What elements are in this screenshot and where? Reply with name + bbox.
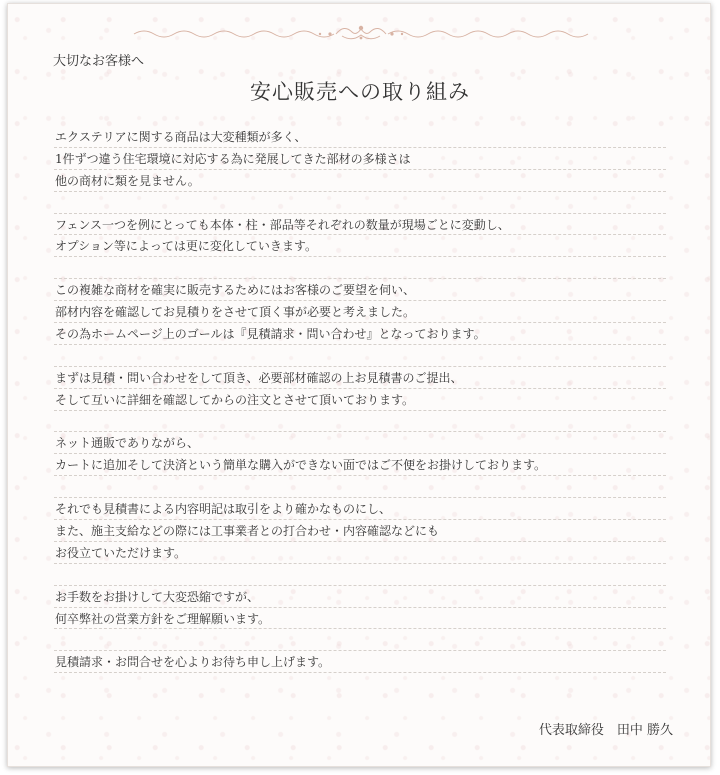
greeting: 大切なお客様へ bbox=[53, 54, 145, 69]
body-line: カートに追加そして決済という簡単な購入ができない面ではご不便をお掛けしております。 bbox=[54, 454, 666, 476]
body-line bbox=[54, 564, 666, 586]
body-line: お手数をお掛けして大変恐縮ですが、 bbox=[54, 586, 666, 608]
body-line: また、施主支給などの際には工事業者との打合わせ・内容確認などにも bbox=[54, 520, 666, 542]
body-line: フェンス一つを例にとっても本体・柱・部品等それぞれの数量が現場ごとに変動し、 bbox=[54, 214, 666, 236]
body-line: 1件ずつ違う住宅環境に対応する為に発展してきた部材の多様さは bbox=[54, 148, 666, 170]
body-line: 何卒弊社の営業方針をご理解願います。 bbox=[54, 608, 666, 630]
body-line bbox=[54, 257, 666, 279]
body-line bbox=[54, 192, 666, 214]
letter-card bbox=[7, 3, 711, 767]
letter-body bbox=[54, 126, 666, 673]
body-line bbox=[54, 476, 666, 498]
body-line: それでも見積書による内容明記は取引をより確かなものにし、 bbox=[54, 498, 666, 520]
body-line: ネット通販でありながら、 bbox=[54, 432, 666, 454]
page-title: 安心販売への取り組み bbox=[250, 80, 470, 104]
body-line: そして互いに詳細を確認してからの注文とさせて頂いております。 bbox=[54, 389, 666, 411]
body-line: エクステリアに関する商品は大変種類が多く、 bbox=[54, 126, 666, 148]
body-line: この複雑な商材を確実に販売するためにはお客様のご要望を伺い、 bbox=[54, 279, 666, 301]
body-line bbox=[54, 411, 666, 433]
body-line: オプション等によっては更に変化していきます。 bbox=[54, 235, 666, 257]
body-line bbox=[54, 345, 666, 367]
scroll-flourish-icon bbox=[130, 22, 592, 44]
body-line: お役立ていただけます。 bbox=[54, 542, 666, 564]
body-line: その為ホームページ上のゴールは『見積請求・問い合わせ』となっております。 bbox=[54, 323, 666, 345]
body-line: 他の商材に類を見ません。 bbox=[54, 170, 666, 192]
body-line: 見積請求・お問合せを心よりお待ち申し上げます。 bbox=[54, 651, 666, 673]
body-line bbox=[54, 629, 666, 651]
signature: 代表取締役 田中 勝久 bbox=[538, 723, 673, 738]
body-line: 部材内容を確認してお見積りをさせて頂く事が必要と考えました。 bbox=[54, 301, 666, 323]
body-line: まずは見積・問い合わせをして頂き、必要部材確認の上お見積書のご提出、 bbox=[54, 367, 666, 389]
